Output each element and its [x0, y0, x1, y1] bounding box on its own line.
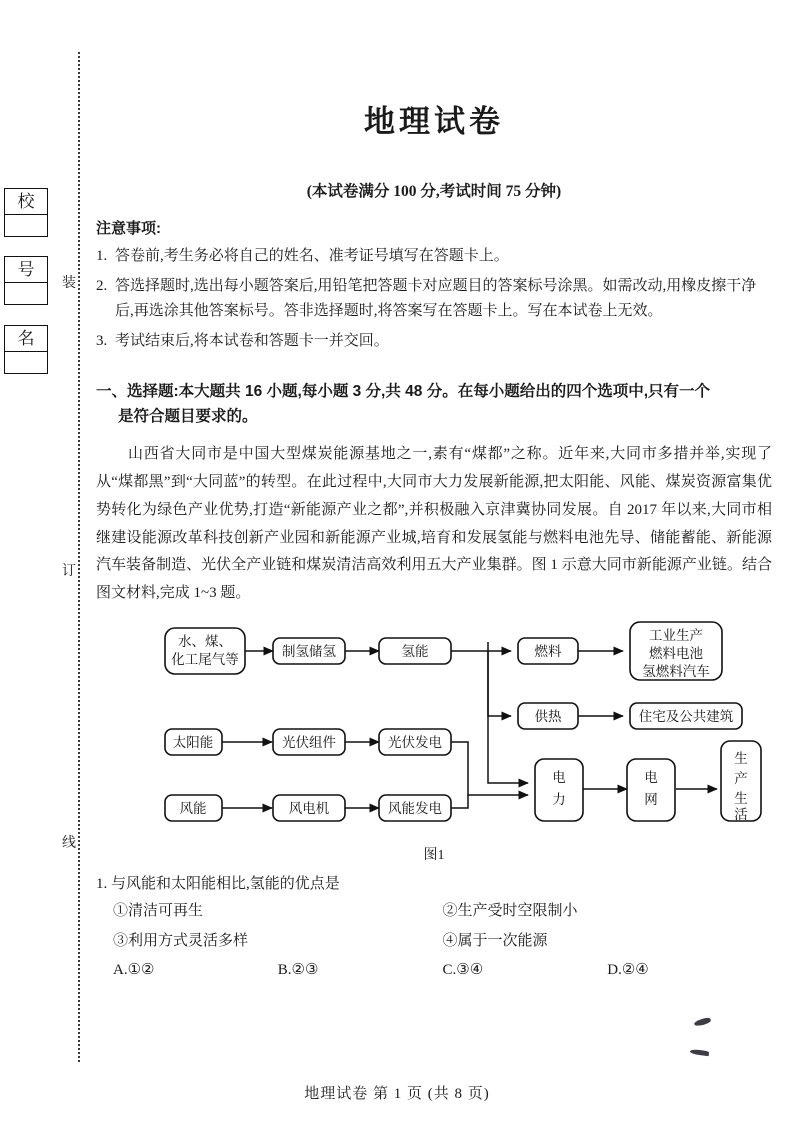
flow-node-pv-module-label: 光伏组件	[282, 734, 336, 750]
flowchart-svg	[96, 620, 772, 842]
flow-node-hydrogen-energy-label: 氢能	[401, 643, 429, 659]
question-1-options-row-1	[96, 897, 772, 926]
flow-node-electric-power	[535, 759, 583, 821]
flow-node-hydrogen-production	[273, 638, 345, 664]
flow-node-solar-energy	[165, 729, 222, 755]
flow-node-hydrogen-energy	[379, 638, 451, 664]
paper-content	[96, 0, 772, 1123]
passage-text: 山西省大同市是中国大型煤炭能源基地之一,素有“煤都”之称。近年来,大同市多措并举,实现了从“煤都黑”到“大同蓝”的转型。在此过程中,大同市大力发展新能源,把太阳能、风能、煤炭资源富集优势转化为绿色产业优势,打造“新能源产业之都”,并积极融入京津冀协同发展。自 2017 年以来,大同市相继建设能源改革科技创新产业园和新能源产业城,培育和发展氢能与燃料电池先导、储能蓄能、新能源汽车装备制造、光伏全产业链和煤炭清洁高效利用五大产业集群。图 1 示意大同市新能源产业链。结合图文材料,完成 1~3 题。	[96, 446, 772, 602]
notice-item-text: 考试结束后,将本试卷和答题卡一并交回。	[115, 332, 389, 349]
question-1-option-2[interactable]: ②生产受时空限制小	[442, 903, 578, 920]
id-box-school-label: 校	[5, 189, 47, 215]
flow-node-heating-label: 供热	[534, 708, 562, 724]
notice-item	[96, 244, 772, 268]
question-list	[96, 872, 772, 985]
flow-node-industrial-use-line3: 氢燃料汽车	[642, 663, 710, 679]
flow-node-source-hydrogen-line1: 水、煤、	[178, 633, 232, 649]
svg-text:网: 网	[644, 791, 658, 807]
question-1-options-row-2	[96, 927, 772, 956]
id-box-name-label: 名	[5, 326, 47, 352]
figure-new-energy-industry-chain	[96, 620, 772, 842]
page-footer: 地理试卷 第 1 页 (共 8 页)	[304, 1086, 490, 1102]
question-1-choice-d[interactable]: D.②④	[607, 961, 649, 978]
question-1-choice-c[interactable]: C.③④	[442, 961, 484, 978]
notice-item	[96, 274, 772, 323]
binding-mark-xian: 线	[62, 836, 76, 851]
flow-node-industrial-use-line2: 燃料电池	[649, 645, 703, 661]
flow-node-industrial-use-line1: 工业生产	[649, 627, 703, 643]
binding-dotted-line	[78, 52, 80, 1062]
flow-node-wind-energy	[165, 795, 222, 821]
flow-node-power-grid	[627, 759, 675, 821]
flow-node-buildings	[630, 703, 742, 729]
figure-caption: 图1	[423, 847, 445, 863]
flow-node-industrial-use	[630, 622, 722, 680]
question-1-option-1[interactable]: ①清洁可再生	[113, 903, 204, 920]
flow-node-wind-generation-label: 风能发电	[388, 800, 442, 816]
flow-node-source-hydrogen	[165, 628, 245, 674]
question-1-choice-a[interactable]: A.①②	[113, 961, 155, 978]
question-1-stem: 1. 与风能和太阳能相比,氢能的优点是	[96, 875, 340, 892]
flow-node-pv-generation	[379, 729, 451, 755]
notice-item-text: 答选择题时,选出每小题答案后,用铅笔把答题卡对应题目的答案标号涂黑。如需改动,用橡皮擦干净后,再选涂其他答案标号。答非选择题时,将答案写在答题卡上。写在本试卷上无效。	[115, 278, 757, 319]
notice-item-number: 2.	[96, 278, 108, 295]
flow-node-heating	[518, 703, 578, 729]
flow-node-wind-generation	[379, 795, 451, 821]
section-heading	[96, 379, 772, 429]
binding-mark-zhuang: 装	[62, 276, 76, 291]
svg-text:电: 电	[644, 769, 658, 785]
flow-merge-lines	[451, 795, 468, 808]
notice-item	[96, 329, 772, 353]
flow-node-hydrogen-production-label: 制氢储氢	[282, 643, 336, 659]
svg-text:生: 生	[734, 750, 748, 766]
id-box-number	[4, 256, 48, 305]
id-box-number-label: 号	[5, 257, 47, 283]
notice-item-text: 答卷前,考生务必将自己的姓名、准考证号填写在答题卡上。	[115, 248, 509, 264]
question-1-choice-b[interactable]: B.②③	[277, 961, 319, 978]
binding-mark-ding: 订	[62, 564, 76, 579]
notice-item-number: 1.	[96, 248, 108, 264]
id-box-school	[4, 188, 48, 237]
section-heading-line1: 一、选择题:本大题共 16 小题,每小题 3 分,共 48 分。在每小题给出的四个选项中,只有一个	[96, 383, 711, 401]
notice-item-number: 3.	[96, 332, 108, 349]
id-box-number-blank[interactable]	[5, 283, 47, 304]
flow-node-fuel-label: 燃料	[534, 643, 562, 659]
svg-text:力: 力	[552, 791, 566, 807]
svg-text:电: 电	[552, 769, 566, 785]
question-1-choices	[96, 956, 772, 985]
flow-node-wind-energy-label: 风能	[179, 800, 207, 816]
flow-node-wind-turbine	[273, 795, 345, 821]
id-box-name	[4, 325, 48, 374]
id-box-school-blank[interactable]	[5, 215, 47, 236]
svg-text:生: 生	[734, 790, 748, 806]
svg-text:产: 产	[734, 770, 748, 786]
flow-node-pv-module	[273, 729, 345, 755]
question-1-option-4[interactable]: ④属于一次能源	[442, 932, 548, 949]
section-heading-line2: 是符合题目要求的。	[118, 408, 258, 426]
flow-node-buildings-label: 住宅及公共建筑	[638, 708, 734, 724]
flow-node-source-hydrogen-line2: 化工尾气等	[171, 651, 239, 667]
flow-node-fuel	[518, 638, 578, 664]
question-1-option-3[interactable]: ③利用方式灵活多样	[113, 932, 249, 949]
notice-heading: 注意事项:	[96, 220, 161, 237]
flow-node-pv-generation-label: 光伏发电	[388, 734, 442, 750]
exam-subtitle: (本试卷满分 100 分,考试时间 75 分钟)	[306, 183, 562, 200]
flow-node-production-life	[721, 741, 761, 822]
id-box-name-blank[interactable]	[5, 352, 47, 373]
flow-node-solar-energy-label: 太阳能	[172, 734, 214, 750]
page-title: 地理试卷	[364, 104, 504, 139]
flow-node-wind-turbine-label: 风电机	[288, 800, 330, 816]
svg-text:活: 活	[734, 806, 748, 822]
